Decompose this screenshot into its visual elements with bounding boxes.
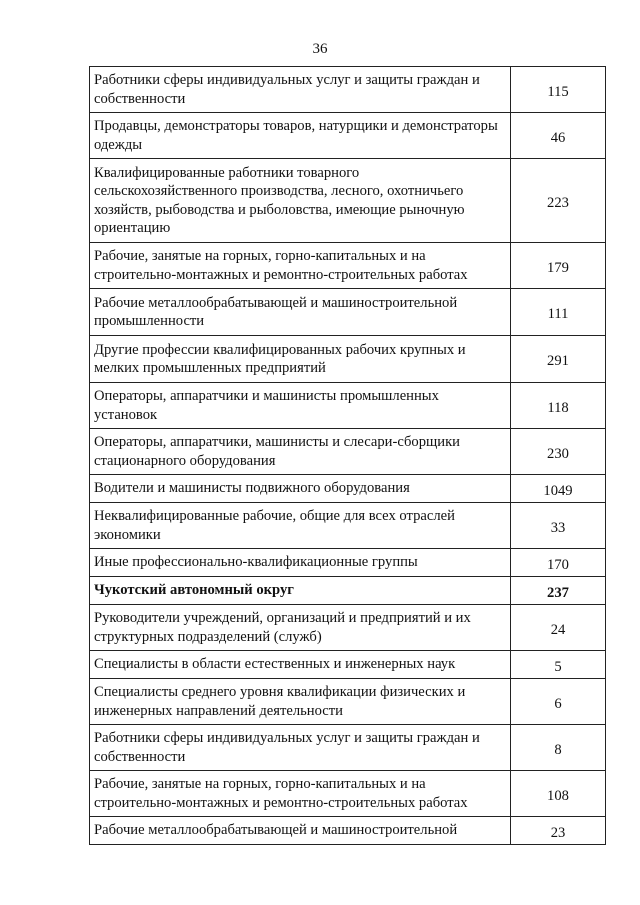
row-value: 33 — [511, 503, 606, 549]
table-row — [90, 159, 606, 243]
row-label: Квалифицированные работники товарного сельскохозяйственного производства, лесного, охотничьего хозяйств, рыбоводства и рыболовства, имеющие рыночную ориентацию — [90, 159, 511, 243]
row-label: Специалисты среднего уровня квалификации физических и инженерных направлений деятельности — [90, 679, 511, 725]
row-value: 24 — [511, 605, 606, 651]
table-row — [90, 605, 606, 651]
row-label: Продавцы, демонстраторы товаров, натурщики и демонстраторы одежды — [90, 113, 511, 159]
row-label: Рабочие, занятые на горных, горно-капитальных и на строительно-монтажных и ремонтно-строительных работах — [90, 243, 511, 289]
row-value: 111 — [511, 289, 606, 336]
row-value: 115 — [511, 67, 606, 113]
table-row — [90, 679, 606, 725]
row-label: Рабочие металлообрабатывающей и машиностроительной промышленности — [90, 289, 511, 336]
row-label: Работники сферы индивидуальных услуг и защиты граждан и собственности — [90, 67, 511, 113]
row-value: 1049 — [511, 475, 606, 503]
row-label: Водители и машинисты подвижного оборудования — [90, 475, 511, 503]
table-row — [90, 336, 606, 383]
row-value: 46 — [511, 113, 606, 159]
row-value: 179 — [511, 243, 606, 289]
row-label: Чукотский автономный округ — [90, 577, 511, 605]
row-value: 6 — [511, 679, 606, 725]
row-label: Рабочие, занятые на горных, горно-капитальных и на строительно-монтажных и ремонтно-строительных работах — [90, 771, 511, 817]
row-value: 5 — [511, 651, 606, 679]
row-value: 23 — [511, 817, 606, 845]
table-row — [90, 429, 606, 475]
row-value: 230 — [511, 429, 606, 475]
table-row — [90, 771, 606, 817]
table-row-region-header — [90, 577, 606, 605]
data-table — [89, 66, 606, 845]
row-value: 118 — [511, 383, 606, 429]
row-label: Другие профессии квалифицированных рабочих крупных и мелких промышленных предприятий — [90, 336, 511, 383]
row-value: 223 — [511, 159, 606, 243]
row-label: Рабочие металлообрабатывающей и машиностроительной — [90, 817, 511, 845]
table-row — [90, 383, 606, 429]
row-label: Работники сферы индивидуальных услуг и защиты граждан и собственности — [90, 725, 511, 771]
row-value: 237 — [511, 577, 606, 605]
row-label: Неквалифицированные рабочие, общие для всех отраслей экономики — [90, 503, 511, 549]
row-label: Операторы, аппаратчики, машинисты и слесари-сборщики стационарного оборудования — [90, 429, 511, 475]
table-row — [90, 289, 606, 336]
row-value: 170 — [511, 549, 606, 577]
row-value: 291 — [511, 336, 606, 383]
table-row — [90, 67, 606, 113]
page-number: 36 — [312, 41, 328, 57]
row-value: 108 — [511, 771, 606, 817]
table-row — [90, 549, 606, 577]
table-row — [90, 725, 606, 771]
table-row — [90, 503, 606, 549]
row-label: Специалисты в области естественных и инженерных наук — [90, 651, 511, 679]
row-label: Операторы, аппаратчики и машинисты промышленных установок — [90, 383, 511, 429]
table-body — [90, 67, 606, 845]
row-label: Иные профессионально-квалификационные группы — [90, 549, 511, 577]
table-row — [90, 475, 606, 503]
table-row — [90, 651, 606, 679]
table-row — [90, 817, 606, 845]
row-label: Руководители учреждений, организаций и предприятий и их структурных подразделений (служб) — [90, 605, 511, 651]
table-row — [90, 243, 606, 289]
table-row — [90, 113, 606, 159]
row-value: 8 — [511, 725, 606, 771]
